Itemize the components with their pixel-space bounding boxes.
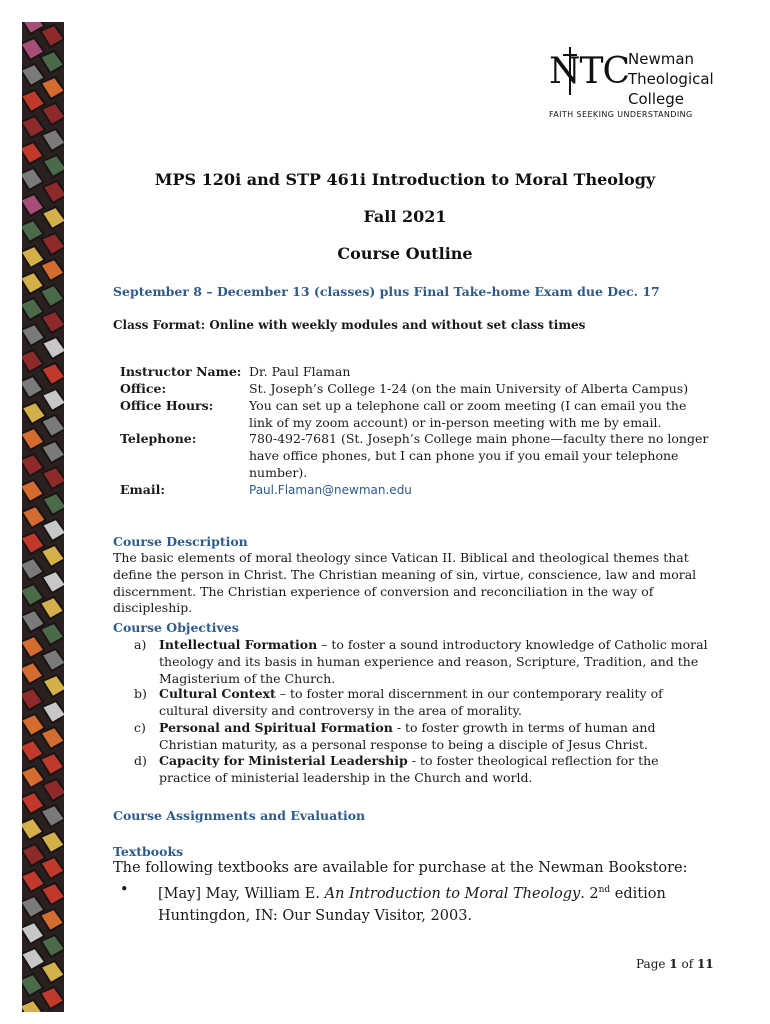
telephone-value: 780-492-7681 (St. Joseph’s College main phone—faculty there no longer have office phones, but I can phone you if you email your telephone number).	[249, 431, 709, 480]
objective-item	[134, 753, 714, 787]
page-word: Page	[636, 957, 670, 971]
glass-tile	[42, 337, 64, 359]
objective-letter: c)	[134, 720, 146, 735]
glass-tile	[22, 142, 44, 164]
office-value: St. Joseph’s College 1-24 (on the main University of Alberta Campus)	[249, 381, 689, 396]
glass-tile	[41, 805, 64, 827]
objective-item	[134, 720, 714, 754]
glass-tile	[22, 376, 43, 398]
textbook-rest: edition Huntingdon, IN: Our Sunday Visitor, 2003.	[158, 885, 666, 924]
logo-tagline: FAITH SEEKING UNDERSTANDING	[549, 110, 693, 119]
objective-title: Intellectual Formation	[159, 637, 318, 652]
objective-text: – to foster moral discernment in our contemporary reality of cultural diversity and controversy in the area of morality.	[159, 686, 663, 718]
document-title: Course Outline	[337, 244, 473, 263]
glass-tile	[41, 415, 64, 437]
objective-text: - to foster growth in terms of human and Christian maturity, as a personal response to being a disciple of Jesus Christ.	[159, 720, 656, 752]
instructor-name-label: Instructor Name:	[120, 364, 242, 379]
textbook-title: An Introduction to Moral Theology	[324, 885, 581, 902]
objective-text: – to foster a sound introductory knowledge of Catholic moral theology and its basis in human experience and reason, Scripture, Tradition, and the Magisterium of the Church.	[159, 637, 708, 686]
glass-tile	[41, 103, 64, 125]
course-dates: September 8 – December 13 (classes) plus Final Take-home Exam due Dec. 17	[113, 284, 660, 299]
objective-item	[134, 637, 714, 687]
of-word: of	[677, 957, 697, 971]
textbook-item	[120, 879, 715, 927]
glass-tile	[41, 545, 64, 567]
objective-title: Capacity for Ministerial Leadership	[159, 753, 408, 768]
glass-tile	[22, 688, 43, 710]
logo-name-line-2: Theological	[628, 70, 714, 88]
glass-tile	[40, 623, 64, 645]
glass-tile	[22, 1000, 44, 1012]
glass-tile	[42, 389, 64, 411]
page-total: 11	[696, 957, 714, 971]
college-logo	[549, 47, 724, 122]
logo-name-line-1: Newman	[628, 50, 695, 68]
logo-name	[628, 49, 714, 109]
glass-tile	[41, 233, 64, 255]
glass-tile	[41, 935, 64, 957]
objective-letter: a)	[134, 637, 147, 652]
glass-tile	[43, 155, 64, 177]
glass-tile	[40, 51, 64, 73]
glass-tile	[42, 701, 64, 723]
glass-tile	[43, 675, 64, 697]
logo-mark: NTC	[549, 51, 630, 92]
assignments-heading: Course Assignments and Evaluation	[113, 808, 366, 823]
glass-tile	[41, 727, 64, 749]
glass-tile	[40, 259, 64, 281]
office-hours-value: You can set up a telephone call or zoom meeting (I can email you the link of my zoom account) or in-person meeting with me by email.	[249, 398, 687, 430]
glass-tile	[40, 285, 64, 307]
textbook-edition: . 2	[580, 885, 599, 902]
glass-tile	[43, 181, 64, 203]
glass-tile	[41, 311, 64, 333]
objective-letter: b)	[134, 686, 147, 701]
glass-tile	[42, 467, 64, 489]
glass-tile	[42, 207, 64, 229]
instructor-name-value: Dr. Paul Flaman	[249, 364, 351, 379]
glass-tile	[41, 883, 64, 905]
textbooks-intro: The following textbooks are available for purchase at the Newman Bookstore:	[113, 860, 688, 876]
telephone-label: Telephone:	[120, 431, 197, 446]
glass-tile	[43, 779, 64, 801]
glass-tile	[40, 909, 64, 931]
glass-tile	[22, 454, 44, 476]
glass-tile	[40, 597, 64, 619]
logo-name-line-3: College	[628, 90, 684, 108]
textbooks-heading: Textbooks	[113, 844, 184, 859]
office-label: Office:	[120, 381, 167, 396]
glass-tile	[40, 987, 64, 1009]
glass-tile	[42, 571, 64, 593]
glass-tile	[42, 519, 64, 541]
term-title: Fall 2021	[363, 207, 447, 226]
office-hours-label: Office Hours:	[120, 398, 214, 413]
glass-tile	[22, 480, 44, 502]
course-title: MPS 120i and STP 461i Introduction to Moral Theology	[154, 170, 656, 189]
glass-tile	[40, 753, 64, 775]
glass-tile	[22, 662, 43, 684]
objective-title: Personal and Spiritual Formation	[159, 720, 393, 735]
glass-tile	[41, 77, 64, 99]
objectives-heading: Course Objectives	[113, 620, 239, 635]
email-label: Email:	[120, 482, 165, 497]
glass-tile	[40, 25, 64, 47]
description-heading: Course Description	[113, 534, 248, 549]
glass-tile	[43, 493, 64, 515]
glass-tile	[41, 831, 64, 853]
objective-letter: d)	[134, 753, 147, 768]
glass-tile	[41, 961, 64, 983]
glass-tile	[41, 363, 64, 385]
glass-tile	[42, 129, 64, 151]
class-format: Class Format: Online with weekly modules and without set class times	[113, 318, 586, 332]
email-link[interactable]: Paul.Flaman@newman.edu	[249, 483, 412, 497]
stained-glass-border	[22, 22, 64, 1012]
glass-tile	[22, 168, 43, 190]
objective-text: - to foster theological reflection for the practice of ministerial leadership in the Church and world.	[159, 753, 659, 785]
objective-item	[134, 686, 714, 720]
glass-tile	[22, 558, 44, 580]
glass-tile	[40, 857, 64, 879]
description-body: The basic elements of moral theology since Vatican II. Biblical and theological themes that define the person in Christ. The Christian meaning of sin, virtue, conscience, law and moral discernment. The Christian experience of conversion and reconciliation in the way of discipleship.	[113, 550, 697, 616]
stained-glass-pattern	[22, 22, 64, 1012]
glass-tile	[42, 649, 64, 671]
page-number: 1	[669, 957, 678, 971]
page-footer	[636, 957, 714, 971]
glass-tile	[41, 441, 64, 463]
textbook-prefix: [May] May, William E.	[158, 885, 325, 902]
bullet-icon: •	[120, 882, 129, 898]
objective-title: Cultural Context	[159, 686, 276, 701]
textbook-edition-sup: nd	[598, 885, 611, 895]
